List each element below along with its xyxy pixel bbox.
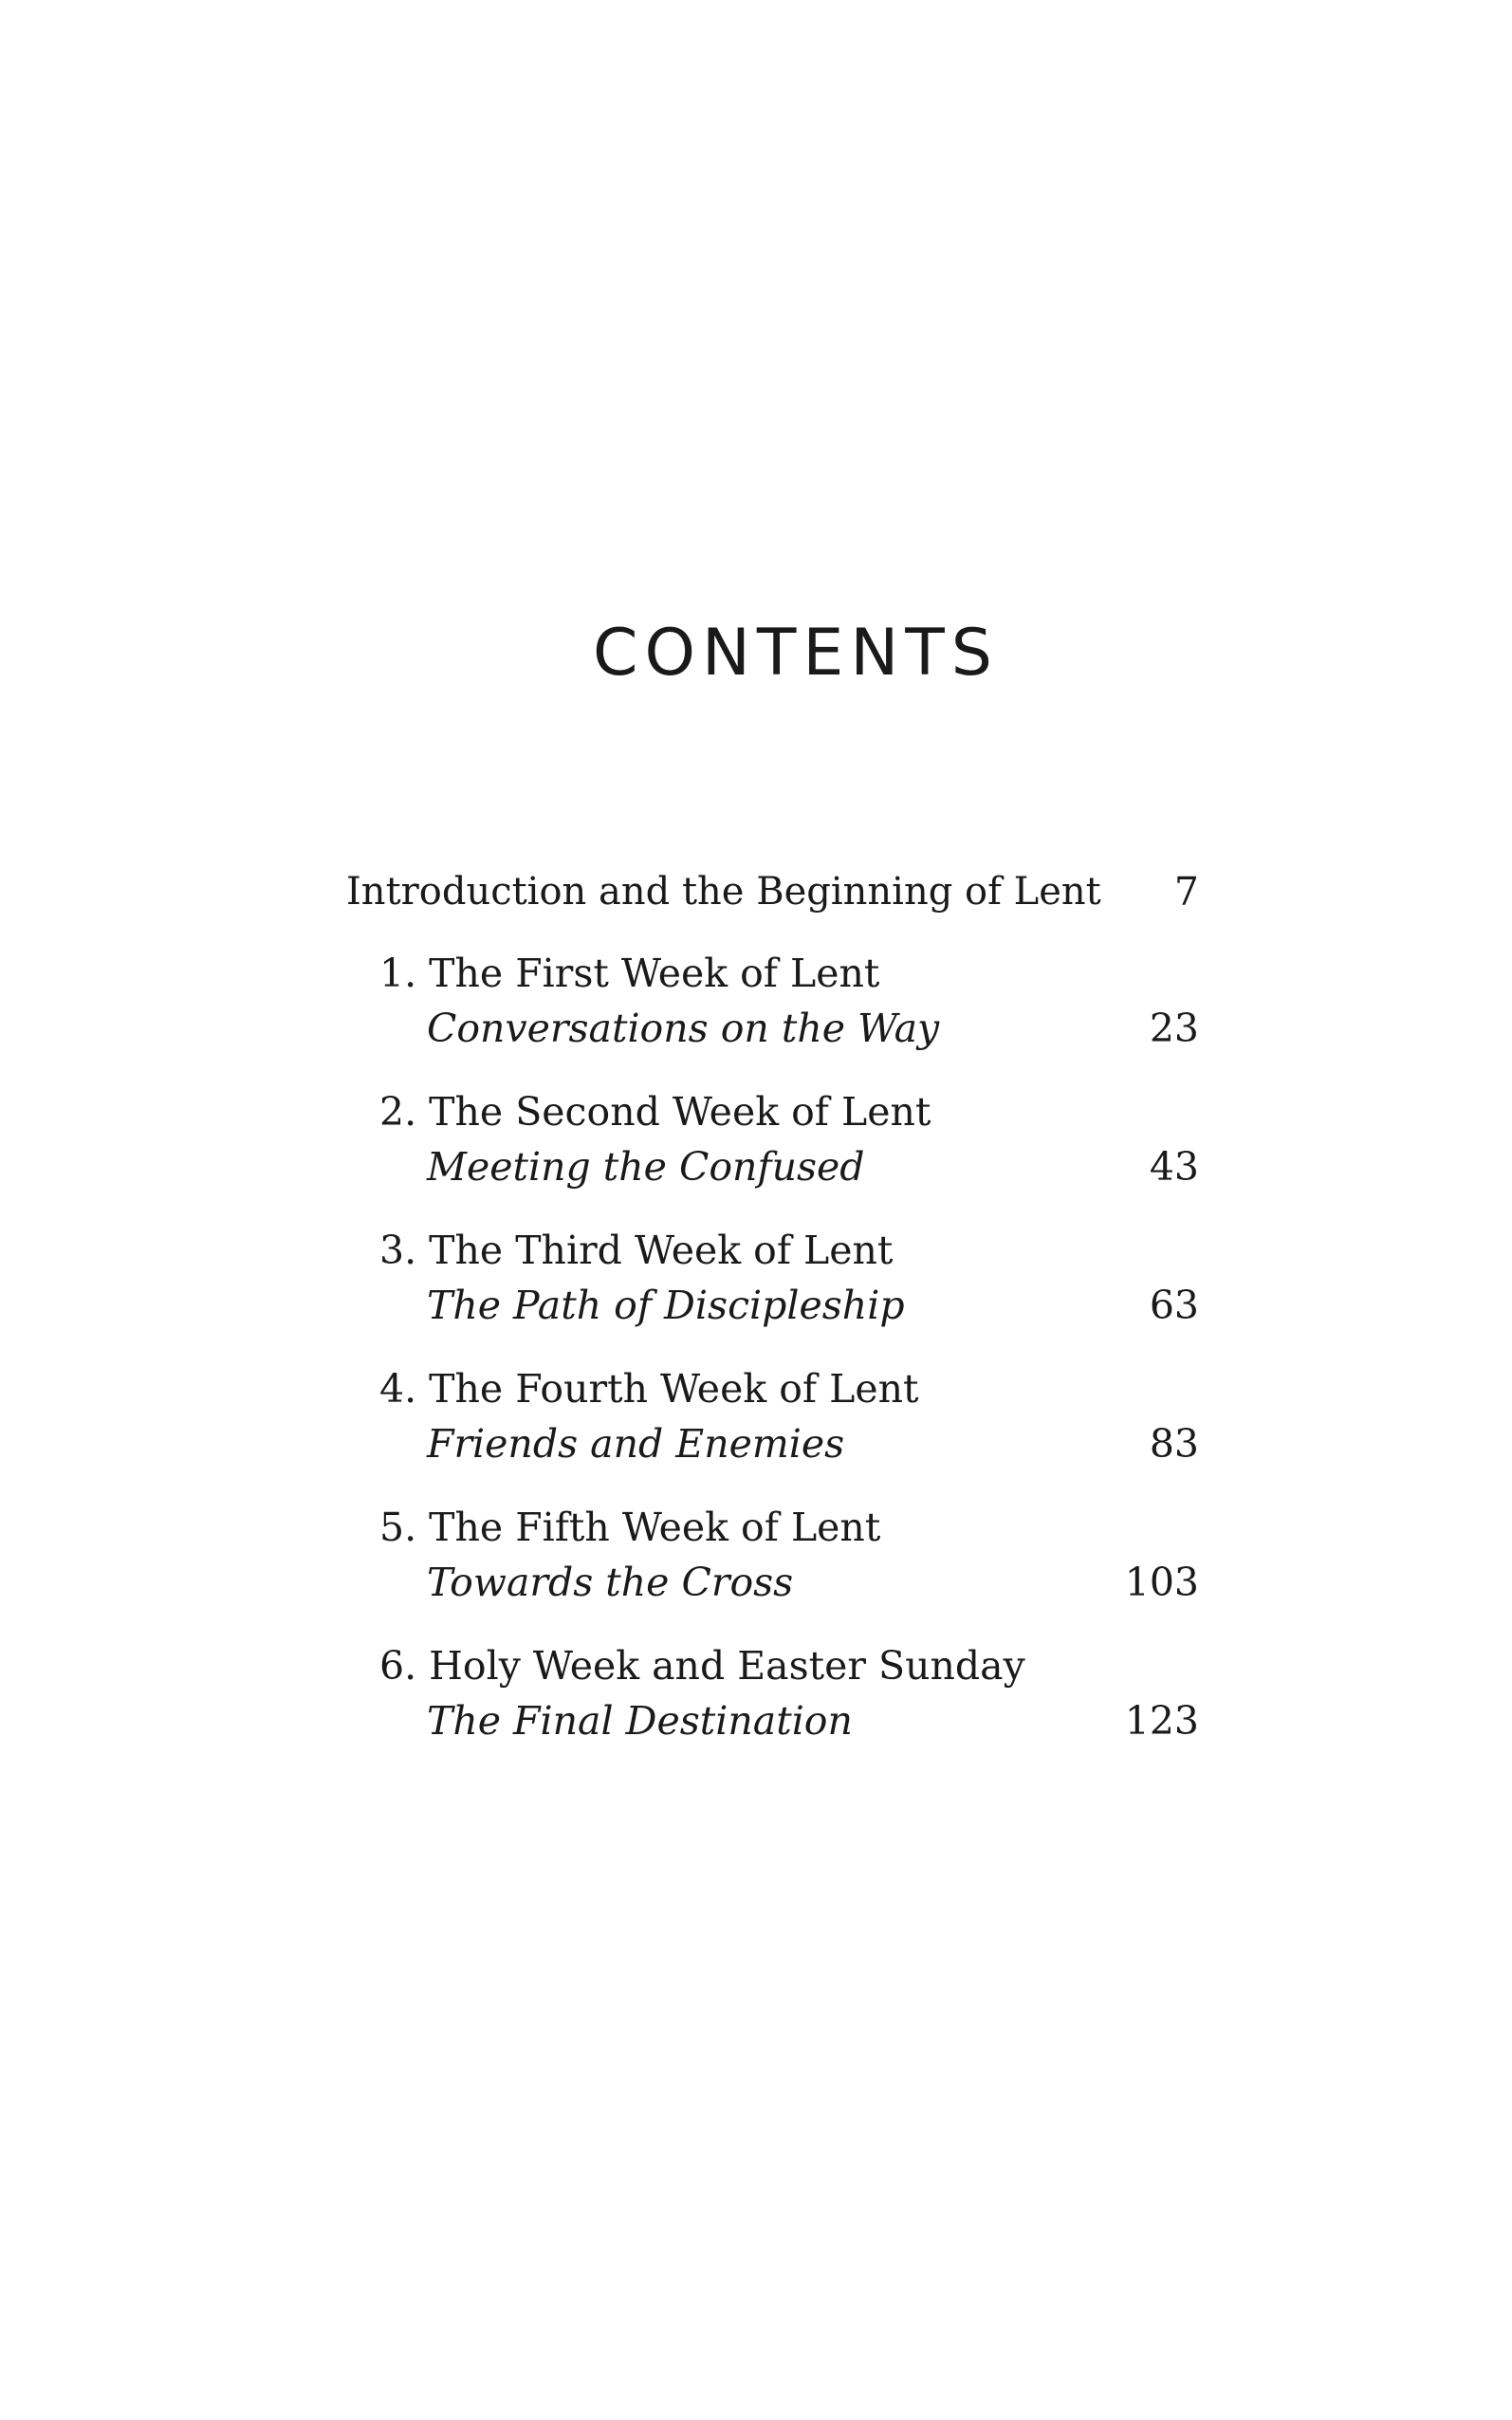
toc-chapter-1-page: 23 bbox=[1149, 1006, 1199, 1051]
toc-chapter-4-heading: 4. The Fourth Week of Lent bbox=[379, 1366, 919, 1412]
toc-chapter-6-page: 123 bbox=[1124, 1698, 1199, 1744]
toc-chapter-5-heading: 5. The Fifth Week of Lent bbox=[379, 1505, 881, 1550]
toc-chapter-3-subtitle: The Path of Discipleship bbox=[427, 1283, 905, 1328]
toc-chapter-2-heading: 2. The Second Week of Lent bbox=[379, 1089, 931, 1135]
toc-chapter-2-subtitle: Meeting the Confused bbox=[427, 1144, 865, 1190]
toc-chapter-3-heading: 3. The Third Week of Lent bbox=[379, 1228, 894, 1273]
page-title: CONTENTS bbox=[593, 616, 999, 691]
toc-chapter-6-heading: 6. Holy Week and Easter Sunday bbox=[379, 1643, 1025, 1689]
toc-intro-label: Introduction and the Beginning of Lent bbox=[346, 870, 1101, 914]
toc-chapter-6-subtitle: The Final Destination bbox=[427, 1698, 853, 1744]
toc-chapter-1-subtitle: Conversations on the Way bbox=[427, 1006, 940, 1051]
toc-chapter-2-page: 43 bbox=[1149, 1144, 1199, 1190]
toc-chapter-5-page: 103 bbox=[1124, 1560, 1199, 1605]
toc-chapter-3-page: 63 bbox=[1149, 1283, 1199, 1328]
toc-chapter-4-page: 83 bbox=[1149, 1421, 1199, 1467]
toc-chapter-1-heading: 1. The First Week of Lent bbox=[379, 951, 880, 996]
toc-chapter-4-subtitle: Friends and Enemies bbox=[427, 1421, 845, 1467]
toc-intro-page: 7 bbox=[1173, 869, 1199, 914]
toc-chapter-5-subtitle: Towards the Cross bbox=[427, 1560, 794, 1605]
